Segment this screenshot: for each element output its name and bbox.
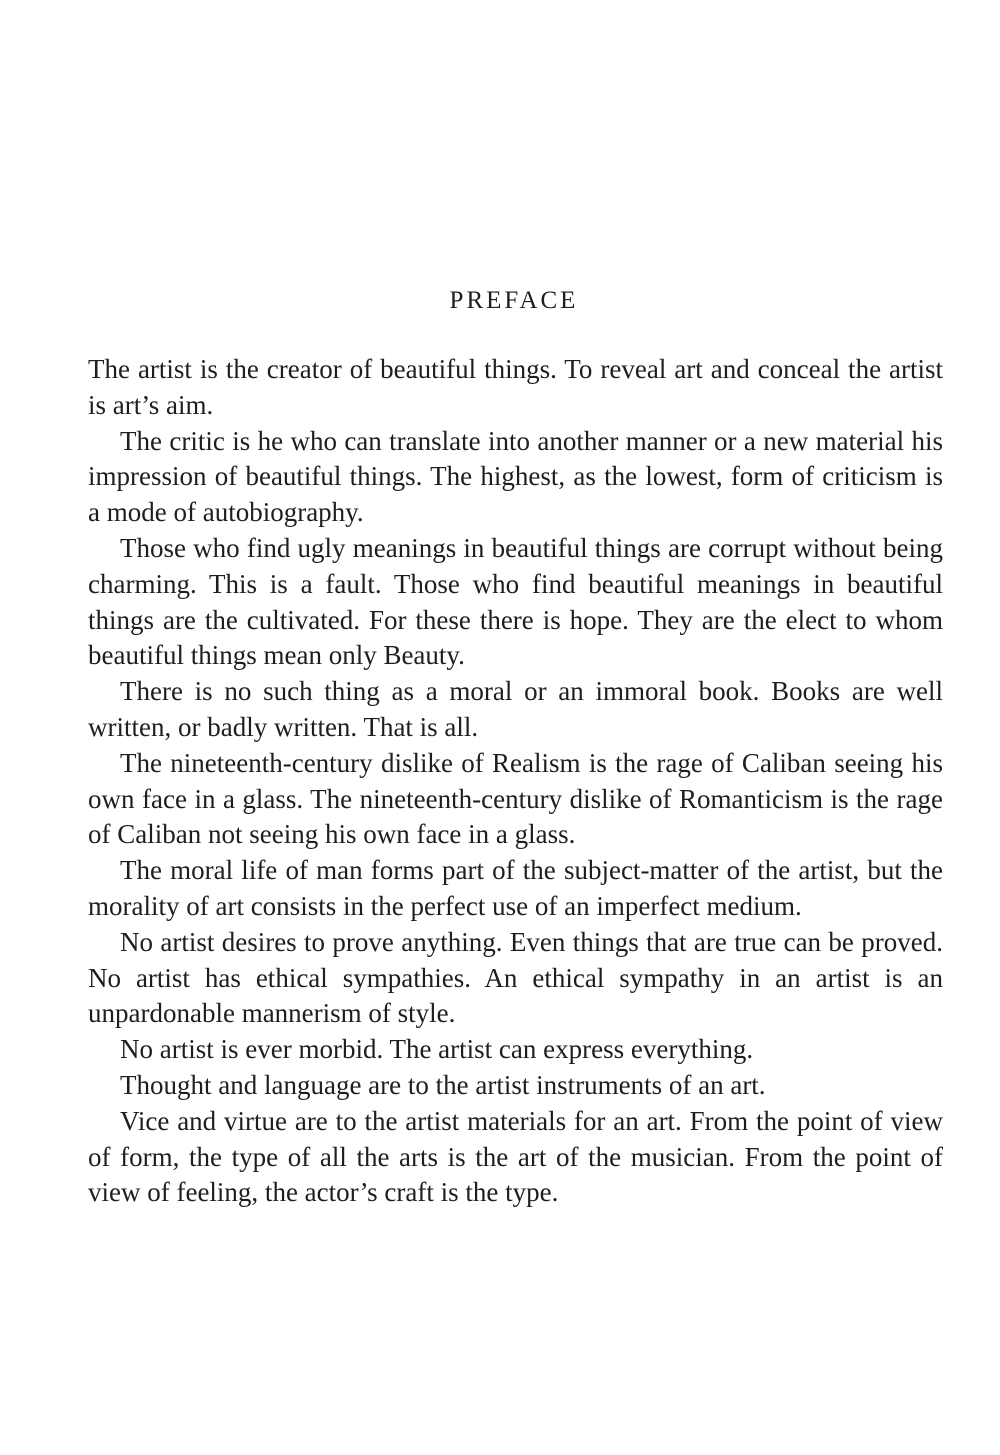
- paragraph: The nineteenth-century dislike of Realism is the rage of Caliban seeing his own face in a glass. The nineteenth-century dislike of Romanticism is the rage of Caliban not seeing his own face in a glass.: [88, 747, 943, 850]
- paragraph: No artist is ever morbid. The artist can express everything.: [120, 1034, 754, 1065]
- paragraph: The moral life of man forms part of the subject-matter of the artist, but the morality of art consists in the perfect use of an imperfect medium.: [88, 855, 943, 921]
- paragraph: The critic is he who can translate into another manner or a new material his impression of beautiful things. The highest, as the lowest, form of criticism is a mode of autobiography.: [88, 425, 943, 528]
- paragraph: No artist desires to prove anything. Even things that are true can be proved. No artist has ethical sympathies. An ethical sympathy in an artist is an unpardonable mannerism of style.: [88, 926, 943, 1029]
- page-title: PREFACE: [449, 287, 579, 314]
- paragraph: There is no such thing as a moral or an immoral book. Books are well written, or badly written. That is all.: [88, 676, 943, 742]
- preface-body: [88, 352, 943, 1211]
- paragraph: Thought and language are to the artist instruments of an art.: [120, 1069, 766, 1100]
- paragraph: Those who find ugly meanings in beautiful things are corrupt without being charming. This is a fault. Those who find beautiful meanings in beautiful things are the cultivated. For these there is hope. They are the elect to whom beautiful things mean only Beauty.: [88, 532, 943, 671]
- paragraph: Vice and virtue are to the artist materials for an art. From the point of view of form, the type of all the arts is the art of the musician. From the point of view of feeling, the actor’s craft is the type.: [88, 1105, 943, 1208]
- paragraph: The artist is the creator of beautiful things. To reveal art and conceal the artist is art’s aim.: [88, 354, 943, 420]
